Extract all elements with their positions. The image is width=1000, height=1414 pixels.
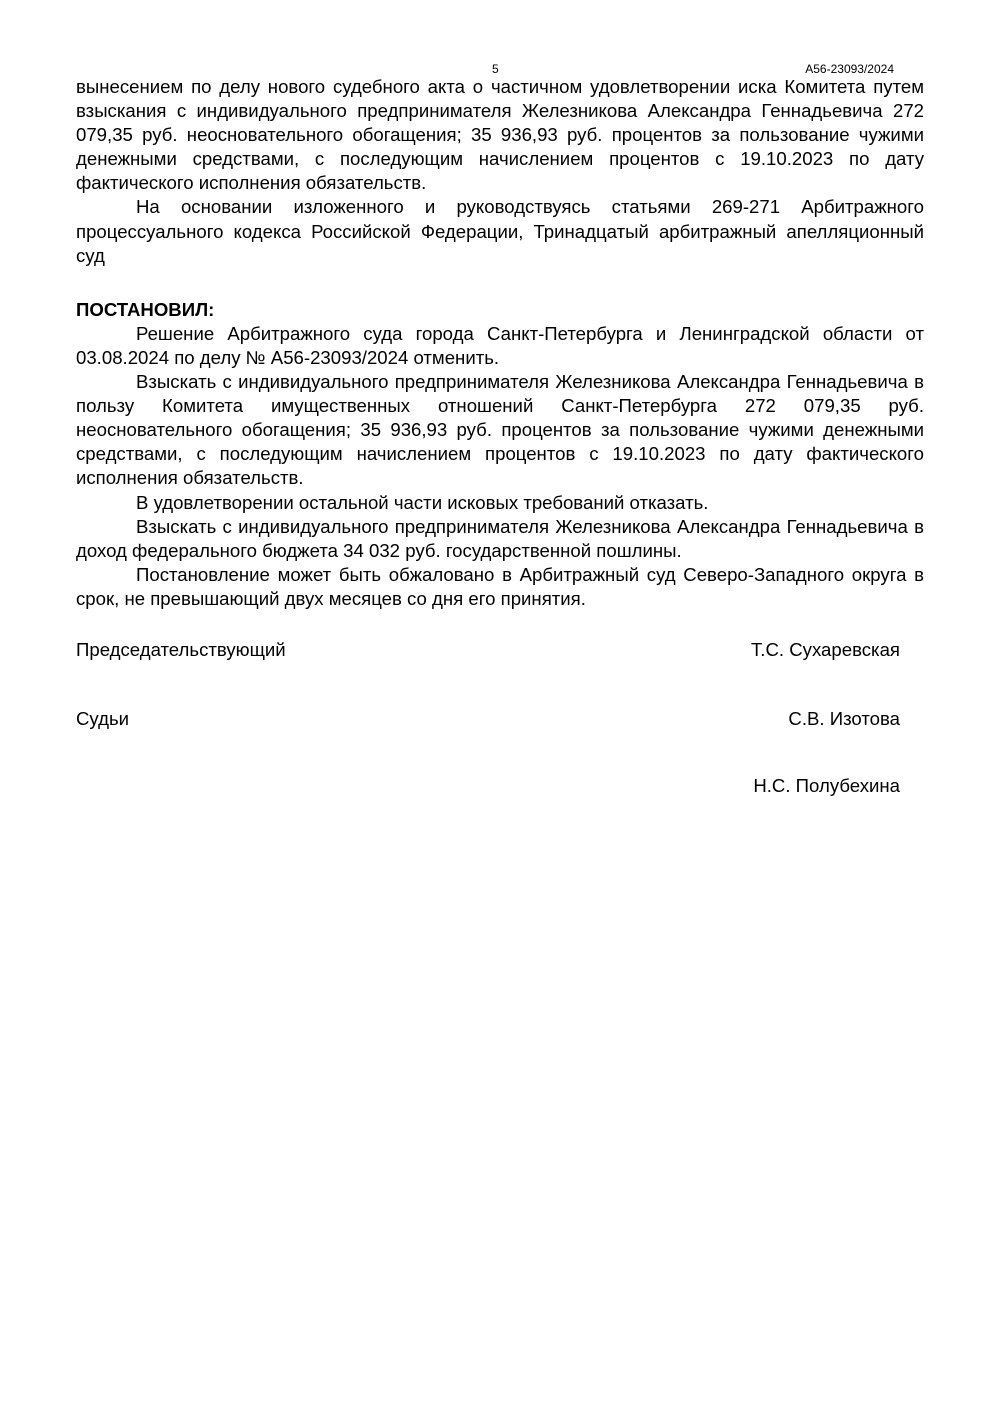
paragraph-continuation: вынесением по делу нового судебного акта о частичном удовлетворении иска Комитета путем взыскания с индивидуального предпринимателя Железникова Александра Геннадьевича 272 079,35 руб. неосновательного обогащения; 35 936,93 руб. процентов за пользование чужими денежными средствами, с последующим начислением процентов с 19.10.2023 по дату фактического исполнения обязательств.: [76, 76, 924, 194]
signature-row-judge-1: [76, 707, 900, 731]
decision-item-recover: Взыскать с индивидуального предпринимателя Железникова Александра Геннадьевича в пользу Комитета имущественных отношений Санкт-Петербурга 272 079,35 руб. неосновательного обогащения; 35 936,93 руб. процентов за пользование чужими денежными средствами, с последующим начислением процентов с 19.10.2023 по дату фактического исполнения обязательств.: [76, 371, 924, 489]
document-body: [76, 75, 924, 611]
presiding-label: Председательствующий: [76, 639, 286, 660]
judge-2-name: Н.С. Полубехина: [753, 775, 900, 796]
decision-item-appeal: Постановление может быть обжаловано в Арбитражный суд Северо-Западного округа в срок, не превышающий двух месяцев со дня его принятия.: [76, 563, 924, 609]
paragraph-grounds: На основании изложенного и руководствуясь статьями 269-271 Арбитражного процессуального кодекса Российской Федерации, Тринадцатый арбитражный апелляционный суд: [76, 196, 924, 266]
page-number: 5: [492, 62, 499, 76]
presiding-name: Т.С. Сухаревская: [751, 639, 900, 660]
decision-heading: ПОСТАНОВИЛ:: [76, 298, 215, 320]
signature-row-presiding: [76, 638, 900, 662]
decision-item-deny: В удовлетворении остальной части исковых требований отказать.: [136, 491, 709, 513]
judges-label: Судьи: [76, 708, 130, 729]
judge-1-name: С.В. Изотова: [788, 708, 900, 729]
decision-item-fee: Взыскать с индивидуального предпринимателя Железникова Александра Геннадьевича в доход федерального бюджета 34 032 руб. государственной пошлины.: [76, 515, 924, 561]
decision-item-cancel: Решение Арбитражного суда города Санкт-Петербурга и Ленинградской области от 03.08.2024 по делу № А56-23093/2024 отменить.: [76, 322, 924, 368]
case-number: А56-23093/2024: [805, 62, 894, 76]
signature-row-judge-2: [76, 774, 900, 798]
